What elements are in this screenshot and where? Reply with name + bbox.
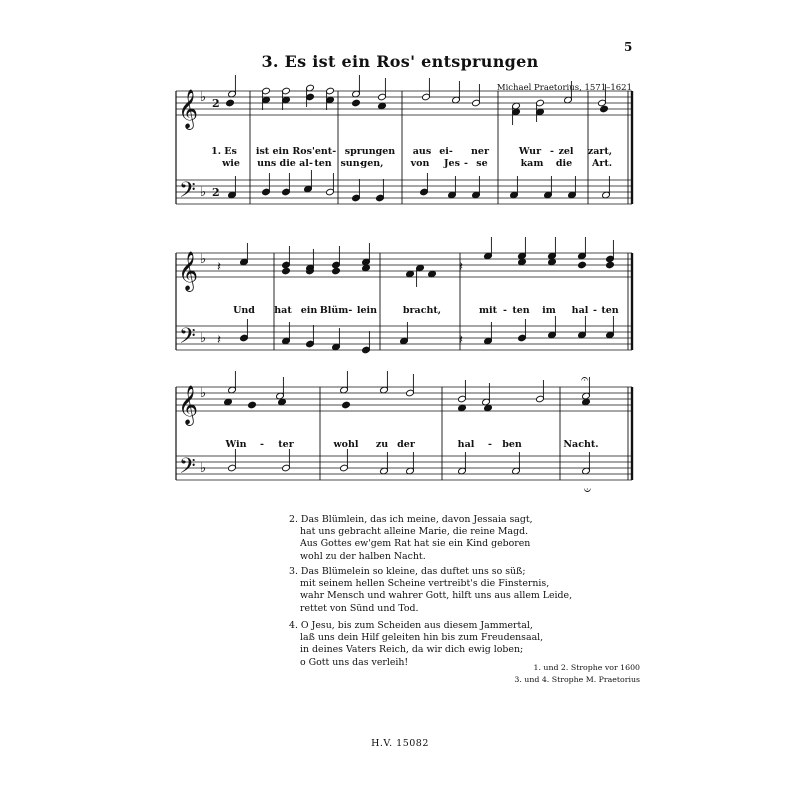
note-head xyxy=(332,267,341,275)
quarter-rest-icon: 𝄽 xyxy=(459,260,463,275)
verse-2 xyxy=(289,514,649,563)
note-head xyxy=(226,99,235,107)
verse-line: o Gott uns das verleih! xyxy=(300,656,409,668)
flat-sign-icon: ♭ xyxy=(200,252,207,267)
verse-line: 3. Das Blümelein so kleine, das duftet uns so süß; xyxy=(289,566,526,577)
composer-credit: Michael Praetorius, 1571–1621 xyxy=(496,83,632,93)
lyric-syllable: bracht, xyxy=(402,305,442,316)
note-head xyxy=(282,267,291,275)
quarter-rest-icon: 𝄽 xyxy=(459,333,463,348)
song-title: 3. Es ist ein Ros' entsprungen xyxy=(261,52,539,71)
credit-line: 3. und 4. Strophe M. Praetorius xyxy=(514,675,640,684)
lyric-syllable: ein xyxy=(300,305,318,316)
time-signature: 2 xyxy=(212,97,220,110)
flat-sign-icon: ♭ xyxy=(200,331,207,346)
verse-line: 2. Das Blümlein, das ich meine, davon Jessaia sagt, xyxy=(289,514,533,525)
verse-line: rettet von Sünd und Tod. xyxy=(300,602,419,614)
lyric-syllable: ten xyxy=(314,158,332,169)
lyric-syllable: die xyxy=(555,158,573,169)
treble-clef-icon: 𝄞 xyxy=(178,385,199,425)
flat-sign-icon: ♭ xyxy=(200,386,207,401)
lyric-syllable: zel xyxy=(558,146,574,157)
lyric-syllable: ter xyxy=(278,439,294,450)
lyric-syllable: Win xyxy=(225,439,247,450)
quarter-rest-icon: 𝄽 xyxy=(217,333,221,348)
lyric-syllable: Art. xyxy=(591,158,613,169)
lyric-syllable: ten xyxy=(601,305,619,316)
lyric-syllable: Wur xyxy=(518,146,542,157)
lyric-syllable: lein xyxy=(356,305,378,316)
lyric-syllable: ben xyxy=(502,439,522,450)
lyric-syllable: - xyxy=(260,439,264,450)
lyric-syllable: sun- xyxy=(340,158,364,169)
verse-line: hat uns gebracht alleine Marie, die reine Magd. xyxy=(300,526,529,538)
lyric-syllable: Nacht. xyxy=(563,439,599,450)
flat-sign-icon: ♭ xyxy=(200,461,207,476)
verse-line: laß uns dein Hilf geleiten hin bis zum Freudensaal, xyxy=(300,632,544,644)
verse-line: Aus Gottes ew'gem Rat hat sie ein Kind geboren xyxy=(300,538,531,550)
fermata-icon: 𝄐 xyxy=(581,372,589,387)
lyric-syllable: ist ein Ros'ent- xyxy=(255,146,337,157)
lyric-syllable: hat xyxy=(274,305,292,316)
lyric-syllable: ei- xyxy=(439,146,453,157)
lyric-syllable: - xyxy=(593,305,597,316)
lyric-syllable: von xyxy=(410,158,430,169)
lyric-syllable: - xyxy=(309,158,313,169)
note-head xyxy=(342,401,351,409)
lyric-syllable: - xyxy=(464,158,468,169)
lyric-syllable: ner xyxy=(471,146,489,157)
verse-line: in deines Vaters Reich, da wir dich ewig loben; xyxy=(300,644,524,656)
bass-clef-icon: 𝄢 xyxy=(179,178,196,208)
note-head xyxy=(606,261,615,269)
treble-clef-icon: 𝄞 xyxy=(178,251,199,291)
page-number: 5 xyxy=(624,40,633,54)
lyric-syllable: se xyxy=(476,158,488,169)
lyric-syllable: Jes xyxy=(444,158,460,169)
lyric-syllable: aus xyxy=(412,146,432,157)
time-signature: 2 xyxy=(212,186,220,199)
treble-clef-icon: 𝄞 xyxy=(178,89,199,129)
lyric-syllable: - xyxy=(503,305,507,316)
lyric-syllable: Und xyxy=(233,305,255,316)
lyric-syllable: zart, xyxy=(587,146,613,157)
lyric-syllable: hal xyxy=(457,439,475,450)
credit-line: 1. und 2. Strophe vor 1600 xyxy=(533,663,640,672)
lyric-syllable: der xyxy=(397,439,415,450)
verse-line: wahr Mensch und wahrer Gott, hilft uns aus allem Leide, xyxy=(300,590,573,602)
verse-line: 4. O Jesu, bis zum Scheiden aus diesem Jammertal, xyxy=(289,620,533,631)
catalog-number: H.V. 15082 xyxy=(371,738,429,749)
lyric-syllable: im xyxy=(542,305,556,316)
lyric-syllable: - xyxy=(488,439,492,450)
lyric-syllable: zu xyxy=(375,439,389,450)
note-head xyxy=(248,401,257,409)
lyric-syllable: mit xyxy=(478,305,498,316)
lyric-syllable: kam xyxy=(520,158,544,169)
quarter-rest-icon: 𝄽 xyxy=(217,260,221,275)
verse-line: mit seinem hellen Scheine vertreibt's die Finsternis, xyxy=(300,578,550,590)
lyric-syllable: wie xyxy=(222,158,240,169)
lyric-syllable: Blüm- xyxy=(319,305,353,316)
lyric-syllable: hal xyxy=(571,305,589,316)
bass-clef-icon: 𝄢 xyxy=(179,324,196,354)
lyric-syllable: ten xyxy=(512,305,530,316)
lyric-syllable: sprungen xyxy=(344,146,396,157)
lyric-syllable: gen, xyxy=(360,158,384,169)
note-head xyxy=(578,261,587,269)
note-head xyxy=(352,99,361,107)
lyric-syllable: - xyxy=(550,146,554,157)
verse-credits xyxy=(514,662,640,686)
bass-clef-icon: 𝄢 xyxy=(179,454,196,484)
fermata-icon: 𝄐 xyxy=(583,482,591,497)
verse-3 xyxy=(289,566,649,615)
lyric-syllable: wohl xyxy=(333,439,359,450)
lyric-syllable: uns die al xyxy=(257,158,309,169)
flat-sign-icon: ♭ xyxy=(200,185,207,200)
lyric-syllable: 1. Es xyxy=(211,146,237,157)
flat-sign-icon: ♭ xyxy=(200,90,207,105)
verse-line: wohl zu der halben Nacht. xyxy=(300,550,426,562)
